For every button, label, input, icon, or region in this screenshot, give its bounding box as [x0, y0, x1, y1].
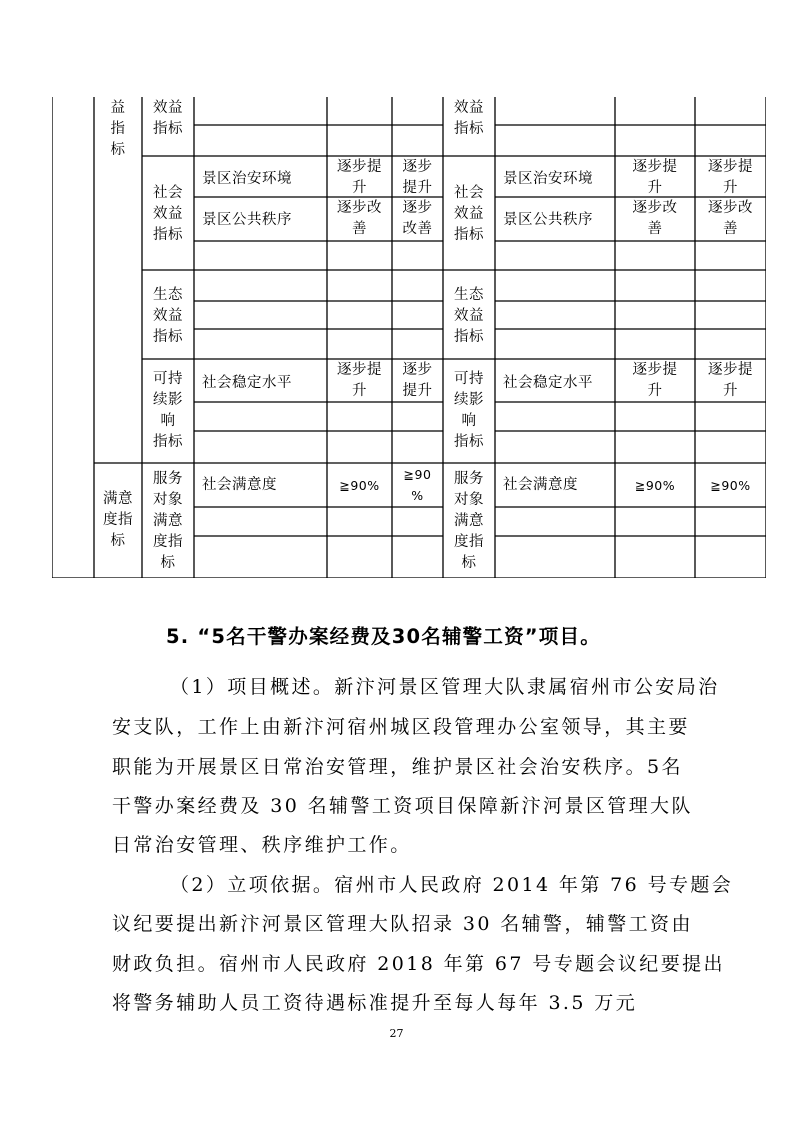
left-row-name: 景区治安环境	[202, 171, 292, 187]
left-social-benefit-label: 社会 效益 指标	[153, 185, 183, 243]
left-row-actual: ≧90 %	[403, 467, 432, 503]
left-ecological-benefit-label: 生态 效益 指标	[153, 287, 183, 345]
right-row-target: ≧90%	[634, 478, 676, 493]
right-row-actual: 逐步改 善	[708, 200, 753, 237]
left-economic-benefit-label: 效益 指标	[153, 100, 183, 137]
right-row-name: 景区公共秩序	[503, 212, 593, 228]
right-row-name: 景区治安环境	[503, 171, 593, 187]
partial-economic-indicator-label: 益 指 标	[110, 100, 126, 158]
left-row-name: 社会满意度	[202, 477, 277, 493]
paragraph-line: 将警务辅助人员工资待遇标准提升至每人每年 3.5 万元	[112, 992, 638, 1014]
right-row-actual: 逐步提 升	[708, 362, 753, 399]
paragraph-line: （1）项目概述。新汴河景区管理大队隶属宿州市公安局治	[170, 676, 720, 698]
right-row-target: 逐步提 升	[632, 362, 678, 399]
satisfaction-indicator-label: 满意 度指 标	[103, 491, 133, 549]
left-row-target: 逐步提 升	[337, 159, 382, 196]
left-row-actual: 逐步 提升	[402, 159, 433, 196]
right-economic-benefit-label: 效益 指标	[454, 100, 484, 137]
paragraph-line: 安支队，工作上由新汴河宿州城区段管理办公室领导，其主要	[112, 716, 690, 738]
page-number: 27	[389, 1027, 404, 1040]
section-heading: 5. “5名干警办案经费及30名辅警工资”项目。	[166, 625, 601, 648]
left-row-target: 逐步改 善	[337, 200, 382, 237]
performance-indicator-table	[52, 97, 766, 578]
paragraph-line: 日常治安管理、秩序维护工作。	[112, 834, 412, 856]
right-row-actual: ≧90%	[710, 478, 751, 493]
paragraph-line: 议纪要提出新汴河景区管理大队招录 30 名辅警，辅警工资由	[112, 913, 693, 935]
left-row-name: 社会稳定水平	[202, 375, 292, 391]
right-service-satisfaction-label: 服务 对象 满意 度指 标	[454, 471, 484, 571]
left-service-satisfaction-label: 服务 对象 满意 度指 标	[153, 471, 183, 571]
left-row-actual: 逐步 提升	[402, 362, 433, 399]
paragraph-line: 财政负担。宿州市人民政府 2018 年第 67 号专题会议纪要提出	[112, 953, 725, 975]
left-row-target: ≧90%	[339, 478, 380, 493]
paragraph-line: 职能为开展景区日常治安管理，维护景区社会治安秩序。5名	[112, 756, 683, 778]
left-sustainable-impact-label: 可持 续影 响 指标	[153, 371, 183, 450]
right-ecological-benefit-label: 生态 效益 指标	[454, 287, 484, 345]
right-row-name: 社会满意度	[503, 477, 578, 493]
left-row-name: 景区公共秩序	[202, 212, 292, 228]
right-row-actual: 逐步提 升	[708, 159, 753, 196]
right-sustainable-impact-label: 可持 续影 响 指标	[454, 371, 484, 450]
left-row-actual: 逐步 改善	[402, 200, 433, 237]
paragraph-line: 干警办案经费及 30 名辅警工资项目保障新汴河景区管理大队	[112, 795, 693, 817]
left-row-target: 逐步提 升	[337, 362, 382, 399]
right-social-benefit-label: 社会 效益 指标	[454, 185, 484, 243]
right-row-target: 逐步提 升	[632, 159, 678, 196]
paragraph-line: （2）立项依据。宿州市人民政府 2014 年第 76 号专题会	[170, 874, 734, 896]
right-row-name: 社会稳定水平	[503, 375, 593, 391]
right-row-target: 逐步改 善	[632, 200, 678, 237]
